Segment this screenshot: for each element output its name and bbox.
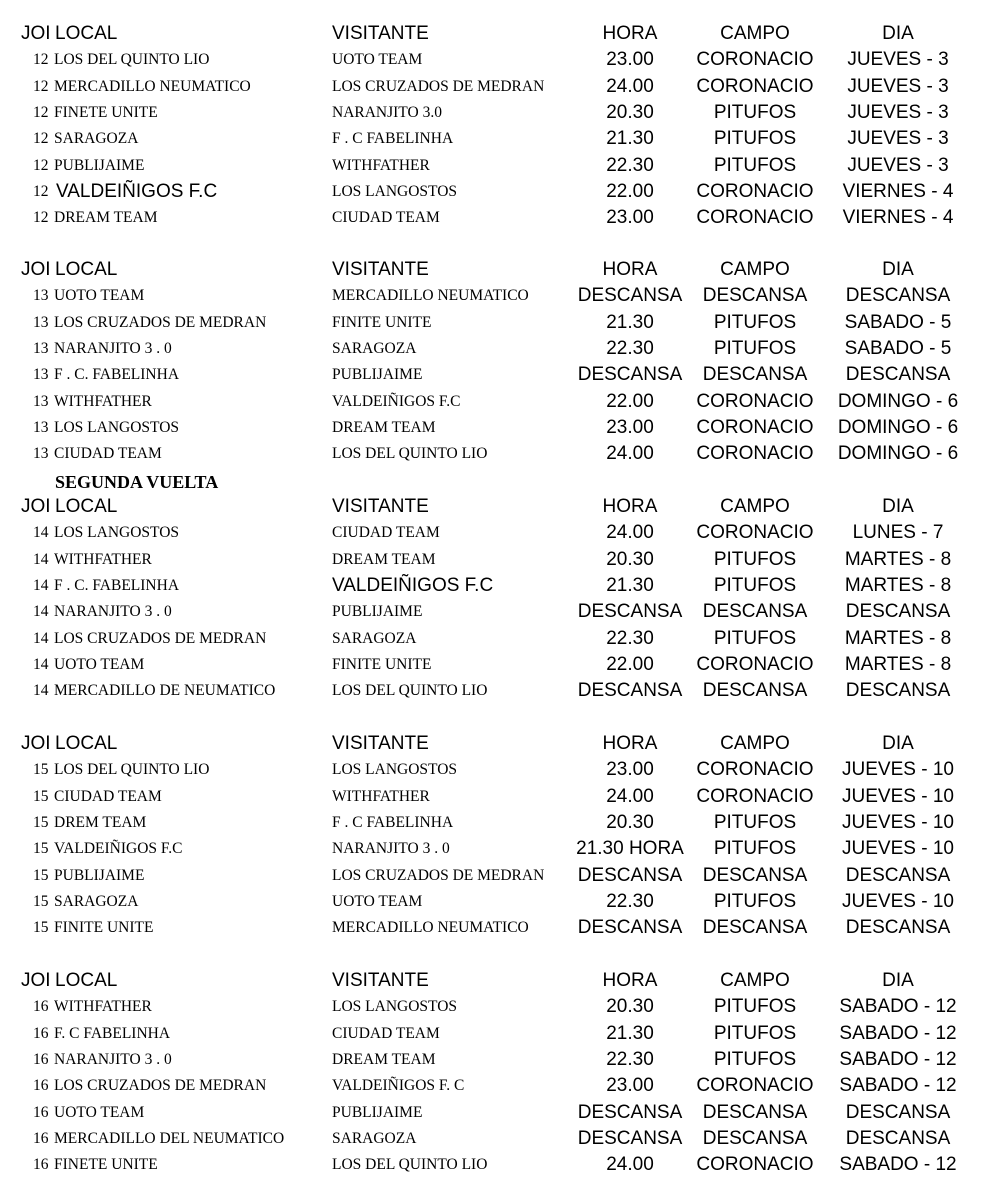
match-row — [0, 757, 1000, 783]
match-time: DESCANSA — [577, 1102, 683, 1123]
local-team: NARANJITO 3 . 0 — [54, 1051, 172, 1068]
local-team: NARANJITO 3 . 0 — [54, 603, 172, 620]
match-time: 24.00 — [606, 786, 654, 807]
match-field: DESCANSA — [702, 1102, 808, 1123]
match-time: 24.00 — [606, 1154, 654, 1175]
match-day: DESCANSA — [845, 285, 951, 306]
header-hora: HORA — [602, 259, 658, 280]
match-row — [0, 678, 1000, 704]
visitor-team: DREAM TEAM — [332, 551, 436, 568]
header-local: LOCAL — [55, 23, 118, 44]
match-row — [0, 205, 1000, 231]
match-day: SABADO - 12 — [839, 1049, 957, 1070]
visitor-team: LOS CRUZADOS DE MEDRAN — [332, 78, 545, 95]
match-number: 16 — [33, 1077, 49, 1094]
match-row — [0, 1021, 1000, 1047]
match-time: 20.30 — [606, 812, 654, 833]
match-number: 12 — [33, 157, 49, 174]
match-field: PITUFOS — [713, 128, 797, 149]
match-number: 13 — [33, 340, 49, 357]
match-time: 21.30 — [606, 1023, 654, 1044]
local-team: PUBLIJAIME — [54, 867, 145, 884]
match-day: DESCANSA — [845, 1102, 951, 1123]
match-day: JUEVES - 10 — [842, 891, 954, 912]
local-team: MERCADILLO DE NEUMATICO — [54, 682, 276, 699]
match-field: DESCANSA — [702, 917, 808, 938]
header-row — [0, 257, 1000, 283]
visitor-team: MERCADILLO NEUMATICO — [332, 919, 529, 936]
header-visitante: VISITANTE — [332, 970, 429, 991]
match-number: 16 — [33, 1156, 49, 1173]
local-team: LOS DEL QUINTO LIO — [54, 761, 210, 778]
match-time: 24.00 — [606, 76, 654, 97]
header-dia: DIA — [882, 23, 914, 44]
visitor-team: SARAGOZA — [332, 1130, 417, 1147]
header-dia: DIA — [882, 970, 914, 991]
match-row — [0, 810, 1000, 836]
match-day: VIERNES - 4 — [842, 207, 954, 228]
local-team: LOS LANGOSTOS — [54, 524, 180, 541]
match-day: MARTES - 8 — [844, 628, 952, 649]
match-row — [0, 100, 1000, 126]
match-day: SABADO - 12 — [839, 996, 957, 1017]
match-number: 15 — [33, 814, 49, 831]
visitor-team: SARAGOZA — [332, 630, 417, 647]
visitor-team: MERCADILLO NEUMATICO — [332, 287, 529, 304]
match-day: DESCANSA — [845, 601, 951, 622]
match-day: DESCANSA — [845, 364, 951, 385]
match-number: 13 — [33, 287, 49, 304]
match-row — [0, 126, 1000, 152]
match-field: PITUFOS — [713, 102, 797, 123]
local-team: UOTO TEAM — [54, 287, 145, 304]
header-local: LOCAL — [55, 259, 118, 280]
match-row — [0, 784, 1000, 810]
match-number: 15 — [33, 788, 49, 805]
match-day: DOMINGO - 6 — [837, 417, 959, 438]
match-number: 15 — [33, 893, 49, 910]
header-local: LOCAL — [55, 970, 118, 991]
local-team: SARAGOZA — [54, 893, 139, 910]
local-team: NARANJITO 3 . 0 — [54, 340, 172, 357]
match-time: 22.30 — [606, 1049, 654, 1070]
match-day: DESCANSA — [845, 865, 951, 886]
local-team: WITHFATHER — [54, 998, 152, 1015]
match-row — [0, 863, 1000, 889]
match-time: DESCANSA — [577, 917, 683, 938]
header-hora: HORA — [602, 970, 658, 991]
match-row — [0, 547, 1000, 573]
visitor-team: WITHFATHER — [332, 788, 430, 805]
visitor-team: LOS DEL QUINTO LIO — [332, 1156, 488, 1173]
match-field: PITUFOS — [713, 812, 797, 833]
match-field: PITUFOS — [713, 155, 797, 176]
match-time: 21.30 — [606, 128, 654, 149]
match-time: 20.30 — [606, 996, 654, 1017]
match-number: 12 — [33, 104, 49, 121]
match-number: 13 — [33, 366, 49, 383]
match-day: SABADO - 12 — [839, 1023, 957, 1044]
local-team: F. C FABELINHA — [54, 1025, 171, 1042]
header-jornada: JOI — [21, 970, 51, 991]
match-number: 13 — [33, 314, 49, 331]
match-day: DESCANSA — [845, 917, 951, 938]
match-time: 21.30 HORA — [576, 838, 684, 859]
header-dia: DIA — [882, 496, 914, 517]
match-field: CORONACIO — [696, 759, 814, 780]
match-time: 23.00 — [606, 49, 654, 70]
match-time: 23.00 — [606, 759, 654, 780]
local-team: FINITE UNITE — [54, 919, 154, 936]
match-number: 15 — [33, 761, 49, 778]
local-team: F . C. FABELINHA — [54, 366, 180, 383]
match-number: 14 — [33, 603, 49, 620]
match-row — [0, 1073, 1000, 1099]
match-time: 22.30 — [606, 891, 654, 912]
header-row — [0, 731, 1000, 757]
match-field: CORONACIO — [696, 654, 814, 675]
match-day: MARTES - 8 — [844, 654, 952, 675]
match-day: JUEVES - 3 — [847, 102, 949, 123]
match-field: DESCANSA — [702, 680, 808, 701]
match-number: 16 — [33, 1104, 49, 1121]
local-team: WITHFATHER — [54, 393, 152, 410]
match-row — [0, 415, 1000, 441]
header-jornada: JOI — [21, 259, 51, 280]
match-time: 22.00 — [606, 181, 654, 202]
match-field: DESCANSA — [702, 364, 808, 385]
header-local: LOCAL — [55, 733, 118, 754]
local-team: LOS DEL QUINTO LIO — [54, 51, 210, 68]
match-field: PITUFOS — [713, 891, 797, 912]
match-time: DESCANSA — [577, 865, 683, 886]
local-team: LOS CRUZADOS DE MEDRAN — [54, 1077, 267, 1094]
visitor-team: FINITE UNITE — [332, 314, 432, 331]
match-time: 23.00 — [606, 417, 654, 438]
visitor-team: DREAM TEAM — [332, 1051, 436, 1068]
match-field: CORONACIO — [696, 522, 814, 543]
match-field: PITUFOS — [713, 1049, 797, 1070]
match-number: 13 — [33, 393, 49, 410]
header-visitante: VISITANTE — [332, 23, 429, 44]
header-campo: CAMPO — [720, 733, 790, 754]
match-field: DESCANSA — [702, 601, 808, 622]
visitor-team: VALDEIÑIGOS F. C — [332, 1077, 465, 1094]
match-day: DESCANSA — [845, 680, 951, 701]
header-visitante: VISITANTE — [332, 259, 429, 280]
header-dia: DIA — [882, 733, 914, 754]
visitor-team: LOS LANGOSTOS — [332, 998, 458, 1015]
match-number: 15 — [33, 840, 49, 857]
match-number: 12 — [33, 130, 49, 147]
match-row — [0, 915, 1000, 941]
match-field: CORONACIO — [696, 49, 814, 70]
match-time: 22.30 — [606, 155, 654, 176]
match-row — [0, 626, 1000, 652]
local-team: DREAM TEAM — [54, 209, 158, 226]
match-day: SABADO - 12 — [839, 1075, 957, 1096]
match-time: DESCANSA — [577, 285, 683, 306]
match-day: SABADO - 5 — [844, 312, 952, 333]
header-jornada: JOI — [21, 23, 51, 44]
header-hora: HORA — [602, 496, 658, 517]
match-row — [0, 389, 1000, 415]
match-number: 16 — [33, 1025, 49, 1042]
header-campo: CAMPO — [720, 23, 790, 44]
local-team: MERCADILLO NEUMATICO — [54, 78, 251, 95]
match-time: 21.30 — [606, 575, 654, 596]
match-number: 14 — [33, 682, 49, 699]
match-number: 14 — [33, 577, 49, 594]
match-day: DESCANSA — [845, 1128, 951, 1149]
match-field: CORONACIO — [696, 1075, 814, 1096]
local-team: LOS CRUZADOS DE MEDRAN — [54, 314, 267, 331]
match-field: PITUFOS — [713, 338, 797, 359]
match-field: DESCANSA — [702, 865, 808, 886]
visitor-team: CIUDAD TEAM — [332, 524, 440, 541]
match-time: 21.30 — [606, 312, 654, 333]
match-row — [0, 74, 1000, 100]
match-number: 16 — [33, 1051, 49, 1068]
match-number: 16 — [33, 998, 49, 1015]
header-visitante: VISITANTE — [332, 733, 429, 754]
match-number: 14 — [33, 630, 49, 647]
local-team: FINETE UNITE — [54, 104, 158, 121]
match-row — [0, 310, 1000, 336]
visitor-team: VALDEIÑIGOS F.C — [332, 393, 461, 410]
visitor-team: LOS DEL QUINTO LIO — [332, 682, 488, 699]
match-field: CORONACIO — [696, 391, 814, 412]
match-time: 23.00 — [606, 1075, 654, 1096]
match-day: DOMINGO - 6 — [837, 443, 959, 464]
match-field: CORONACIO — [696, 786, 814, 807]
visitor-team: SARAGOZA — [332, 340, 417, 357]
match-day: JUEVES - 10 — [842, 838, 954, 859]
match-row — [0, 1047, 1000, 1073]
match-time: 22.30 — [606, 628, 654, 649]
match-field: DESCANSA — [702, 285, 808, 306]
local-team: UOTO TEAM — [54, 656, 145, 673]
visitor-team: LOS LANGOSTOS — [332, 183, 458, 200]
match-time: 20.30 — [606, 102, 654, 123]
local-team: FINETE UNITE — [54, 1156, 158, 1173]
match-number: 15 — [33, 867, 49, 884]
match-time: DESCANSA — [577, 680, 683, 701]
match-row — [0, 599, 1000, 625]
match-time: 24.00 — [606, 443, 654, 464]
match-field: CORONACIO — [696, 181, 814, 202]
match-time: DESCANSA — [577, 364, 683, 385]
match-day: JUEVES - 3 — [847, 155, 949, 176]
match-field: PITUFOS — [713, 575, 797, 596]
match-number: 13 — [33, 445, 49, 462]
visitor-team: VALDEIÑIGOS F.C — [332, 575, 494, 596]
match-row — [0, 889, 1000, 915]
match-number: 13 — [33, 419, 49, 436]
local-team: F . C. FABELINHA — [54, 577, 180, 594]
header-hora: HORA — [602, 23, 658, 44]
match-field: PITUFOS — [713, 628, 797, 649]
header-hora: HORA — [602, 733, 658, 754]
match-number: 12 — [33, 78, 49, 95]
match-time: 20.30 — [606, 549, 654, 570]
match-row — [0, 153, 1000, 179]
match-row — [0, 836, 1000, 862]
match-field: PITUFOS — [713, 312, 797, 333]
match-number: 12 — [33, 209, 49, 226]
match-row — [0, 441, 1000, 467]
local-team: LOS CRUZADOS DE MEDRAN — [54, 630, 267, 647]
match-time: 22.30 — [606, 338, 654, 359]
local-team: UOTO TEAM — [54, 1104, 145, 1121]
local-team: PUBLIJAIME — [54, 157, 145, 174]
match-day: JUEVES - 3 — [847, 49, 949, 70]
match-field: PITUFOS — [713, 996, 797, 1017]
match-row — [0, 652, 1000, 678]
match-row — [0, 362, 1000, 388]
local-team: MERCADILLO DEL NEUMATICO — [54, 1130, 285, 1147]
header-row — [0, 494, 1000, 520]
match-time: 24.00 — [606, 522, 654, 543]
visitor-team: UOTO TEAM — [332, 893, 423, 910]
visitor-team: DREAM TEAM — [332, 419, 436, 436]
match-day: SABADO - 12 — [839, 1154, 957, 1175]
local-team: CIUDAD TEAM — [54, 445, 162, 462]
match-time: 22.00 — [606, 391, 654, 412]
match-number: 12 — [33, 183, 49, 200]
match-row — [0, 1126, 1000, 1152]
match-field: PITUFOS — [713, 1023, 797, 1044]
match-time: 23.00 — [606, 207, 654, 228]
match-field: CORONACIO — [696, 417, 814, 438]
match-row — [0, 336, 1000, 362]
header-visitante: VISITANTE — [332, 496, 429, 517]
match-day: SABADO - 5 — [844, 338, 952, 359]
match-row — [0, 573, 1000, 599]
match-row — [0, 520, 1000, 546]
local-team: WITHFATHER — [54, 551, 152, 568]
visitor-team: LOS CRUZADOS DE MEDRAN — [332, 867, 545, 884]
match-row — [0, 994, 1000, 1020]
match-day: JUEVES - 3 — [847, 128, 949, 149]
match-day: DOMINGO - 6 — [837, 391, 959, 412]
match-number: 15 — [33, 919, 49, 936]
header-jornada: JOI — [21, 733, 51, 754]
visitor-team: PUBLIJAIME — [332, 366, 423, 383]
local-team: VALDEIÑIGOS F.C — [56, 181, 218, 202]
local-team: LOS LANGOSTOS — [54, 419, 180, 436]
header-campo: CAMPO — [720, 970, 790, 991]
match-day: JUEVES - 10 — [842, 812, 954, 833]
visitor-team: LOS LANGOSTOS — [332, 761, 458, 778]
match-number: 14 — [33, 551, 49, 568]
visitor-team: F . C FABELINHA — [332, 814, 454, 831]
match-day: JUEVES - 3 — [847, 76, 949, 97]
match-row — [0, 283, 1000, 309]
match-field: CORONACIO — [696, 76, 814, 97]
local-team: DREM TEAM — [54, 814, 147, 831]
visitor-team: CIUDAD TEAM — [332, 1025, 440, 1042]
match-time: DESCANSA — [577, 1128, 683, 1149]
local-team: VALDEIÑIGOS F.C — [54, 840, 183, 857]
header-dia: DIA — [882, 259, 914, 280]
match-field: PITUFOS — [713, 838, 797, 859]
visitor-team: PUBLIJAIME — [332, 603, 423, 620]
match-day: JUEVES - 10 — [842, 786, 954, 807]
match-number: 14 — [33, 524, 49, 541]
match-row — [0, 1152, 1000, 1178]
segunda-vuelta-title: SEGUNDA VUELTA — [55, 472, 219, 492]
visitor-team: UOTO TEAM — [332, 51, 423, 68]
header-jornada: JOI — [21, 496, 51, 517]
visitor-team: PUBLIJAIME — [332, 1104, 423, 1121]
match-field: CORONACIO — [696, 207, 814, 228]
header-row — [0, 21, 1000, 47]
header-row — [0, 968, 1000, 994]
visitor-team: NARANJITO 3.0 — [332, 104, 442, 121]
visitor-team: FINITE UNITE — [332, 656, 432, 673]
match-number: 16 — [33, 1130, 49, 1147]
visitor-team: LOS DEL QUINTO LIO — [332, 445, 488, 462]
local-team: CIUDAD TEAM — [54, 788, 162, 805]
match-row — [0, 47, 1000, 73]
local-team: SARAGOZA — [54, 130, 139, 147]
match-number: 14 — [33, 656, 49, 673]
match-row — [0, 179, 1000, 205]
match-day: MARTES - 8 — [844, 549, 952, 570]
match-field: DESCANSA — [702, 1128, 808, 1149]
visitor-team: CIUDAD TEAM — [332, 209, 440, 226]
match-day: JUEVES - 10 — [842, 759, 954, 780]
match-row — [0, 1100, 1000, 1126]
visitor-team: WITHFATHER — [332, 157, 430, 174]
header-local: LOCAL — [55, 496, 118, 517]
match-field: CORONACIO — [696, 1154, 814, 1175]
match-time: 22.00 — [606, 654, 654, 675]
header-campo: CAMPO — [720, 496, 790, 517]
visitor-team: NARANJITO 3 . 0 — [332, 840, 450, 857]
match-field: CORONACIO — [696, 443, 814, 464]
header-campo: CAMPO — [720, 259, 790, 280]
match-time: DESCANSA — [577, 601, 683, 622]
match-number: 12 — [33, 51, 49, 68]
match-day: VIERNES - 4 — [842, 181, 954, 202]
visitor-team: F . C FABELINHA — [332, 130, 454, 147]
match-field: PITUFOS — [713, 549, 797, 570]
match-day: MARTES - 8 — [844, 575, 952, 596]
match-day: LUNES - 7 — [852, 522, 944, 543]
